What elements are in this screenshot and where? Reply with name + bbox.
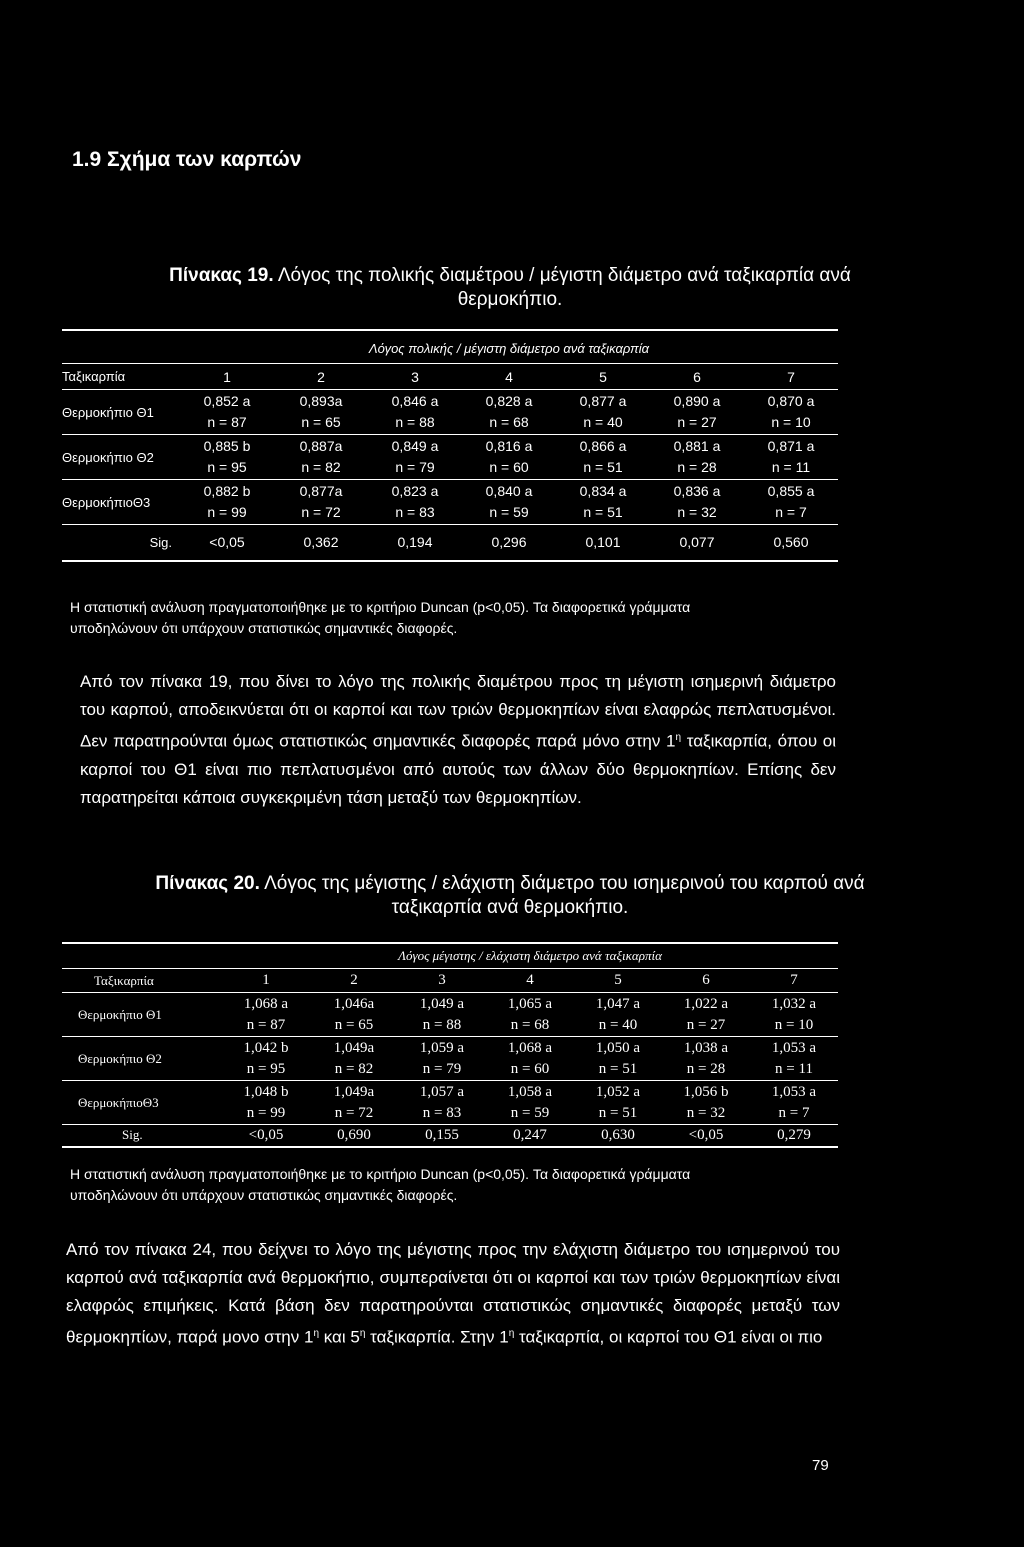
table-cell-n: n = 82 (334, 1060, 374, 1077)
table20-col-header: 4 (526, 972, 534, 988)
table-cell-n: n = 87 (246, 1016, 286, 1033)
table-cell-sig: <0,05 (209, 534, 245, 551)
table-cell-sig: 0,077 (679, 534, 715, 551)
table19-caption-text: Λόγος της πολικής διαμέτρου / μέγιστη διάμετρο ανά ταξικαρπία ανά (273, 265, 851, 286)
page-number: 79 (812, 1457, 829, 1474)
table-cell-value: 1,052 a (595, 1083, 641, 1100)
table-cell-sig: 0,279 (777, 1126, 811, 1143)
table-cell-sig: 0,690 (337, 1126, 371, 1143)
table19-col-header: 6 (693, 368, 701, 385)
table20-col-header: 1 (262, 972, 270, 988)
table-cell-n: n = 32 (677, 504, 717, 520)
table19-span-header: Λόγος πολικής / μέγιστη διάμετρο ανά ταξικαρπία (368, 340, 650, 356)
table-cell-n: n = 83 (395, 504, 435, 520)
table20-row-label: Θερμοκήπιο Θ2 (78, 1050, 162, 1066)
table20-row-label: ΘερμοκήπιοΘ3 (78, 1094, 159, 1110)
table-cell-value: 0,885 b (203, 438, 251, 454)
table20-col-header: 7 (790, 972, 798, 988)
table-cell-value: 0,893a (299, 393, 343, 409)
table-cell-value: 0,870 a (767, 393, 815, 409)
table-cell-n: n = 7 (775, 504, 807, 520)
table-cell-n: n = 82 (301, 459, 341, 475)
table20-row-label: Θερμοκήπιο Θ1 (78, 1006, 162, 1022)
table-cell-value: 1,065 a (507, 995, 553, 1012)
table19-caption (90, 264, 930, 312)
table-cell-value: 1,047 a (595, 995, 641, 1012)
table-cell-n: n = 27 (686, 1016, 726, 1033)
table-cell-sig: 0,560 (773, 534, 809, 551)
table-cell-sig: 0,101 (585, 534, 621, 551)
table-cell-value: 1,053 a (771, 1039, 817, 1056)
paragraph-2 (66, 1236, 840, 1352)
table-cell-n: n = 79 (422, 1060, 462, 1077)
paragraph-2-text-a: Από τον πίνακα 24, που δείχνει το λόγο της μέγιστης προς την ελάχιστη διάμετρο του ισημερινού του καρπού ανά ταξικαρπία ανά θερμοκήπιο, συμπεραίνεται ότι οι καρποί και των τριών θερμοκηπίων είναι ελαφρώς επιμήκεις. Κατά βάση δεν παρατηρούνται στατιστικώς σημαντικές διαφορές μεταξύ των θερμοκηπίων, παρά μονο στην 1 (66, 1240, 840, 1347)
table20-caption-label: Πίνακας 20. (155, 873, 260, 894)
table19-note-line2: υποδηλώνουν ότι υπάρχουν στατιστικώς σημαντικές διαφορές. (70, 620, 458, 636)
table-cell-value: 0,828 a (485, 393, 533, 409)
table19-caption-line2: θερμοκήπιο. (457, 289, 563, 310)
table-cell-value: 1,049a (333, 1083, 375, 1100)
table20-note-line2: υποδηλώνουν ότι υπάρχουν στατιστικώς σημαντικές διαφορές. (70, 1187, 458, 1203)
table-row (62, 993, 838, 1037)
table19-caption-label: Πίνακας 19. (169, 265, 274, 286)
table-cell-n: n = 72 (301, 504, 341, 520)
table-cell-sig: 0,194 (397, 534, 433, 551)
table20-caption (90, 872, 930, 920)
table19-col-header: 4 (505, 368, 513, 385)
table20-col-header: 2 (350, 972, 358, 988)
table-cell-n: n = 27 (677, 414, 717, 430)
table-cell-value: 1,032 a (771, 995, 817, 1012)
table20-col-header: 6 (702, 972, 710, 988)
table-cell-value: 0,877 a (579, 393, 627, 409)
table19-col-header: 3 (411, 368, 419, 385)
table-row (62, 1081, 838, 1125)
table-cell-value: 1,038 a (683, 1039, 729, 1056)
table-cell-value: 0,849 a (391, 438, 439, 454)
table-cell-value: 0,823 a (391, 483, 439, 499)
paragraph-1-sup: η (675, 732, 682, 743)
table-row (62, 390, 838, 435)
table-cell-value: 1,068 a (243, 995, 289, 1012)
table-cell-n: n = 83 (422, 1104, 462, 1121)
table-cell-n: n = 72 (334, 1104, 374, 1121)
table20-corner-label: Ταξικαρπία (94, 972, 154, 988)
table-cell-n: n = 99 (246, 1104, 286, 1121)
table19-row-label: ΘερμοκήπιοΘ3 (62, 494, 151, 510)
table-cell-n: n = 87 (207, 414, 247, 430)
table-cell-value: 0,836 a (673, 483, 721, 499)
table-cell-value: 1,053 a (771, 1083, 817, 1100)
table-cell-sig: 0,362 (303, 534, 339, 551)
section-title: 1.9 Σχήμα των καρπών (72, 148, 302, 171)
table19-note-line1: Η στατιστική ανάλυση πραγματοποιήθηκε με το κριτήριο Duncan (p<0,05). Τα διαφορετικά γράμματα (70, 599, 691, 615)
table-cell-value: 0,846 a (391, 393, 439, 409)
paragraph-2-sup: η (508, 1328, 515, 1339)
table20-note-line1: Η στατιστική ανάλυση πραγματοποιήθηκε με το κριτήριο Duncan (p<0,05). Τα διαφορετικά γράμματα (70, 1166, 691, 1182)
table-cell-value: 0,877a (299, 483, 343, 499)
table-cell-sig: 0,296 (491, 534, 527, 551)
table-cell-value: 0,855 a (767, 483, 815, 499)
table-cell-n: n = 60 (510, 1060, 550, 1077)
table-cell-n: n = 7 (778, 1104, 810, 1121)
table-cell-value: 1,022 a (683, 995, 729, 1012)
table-cell-n: n = 68 (510, 1016, 550, 1033)
table-cell-value: 0,834 a (579, 483, 627, 499)
table-cell-n: n = 99 (207, 504, 247, 520)
table-cell-sig: 0,247 (513, 1126, 547, 1143)
table-cell-value: 0,890 a (673, 393, 721, 409)
table19-top-rule (62, 329, 838, 331)
table-cell-value: 1,058 a (507, 1083, 553, 1100)
table20-col-header: 5 (614, 972, 622, 988)
table-cell-value: 0,871 a (767, 438, 815, 454)
table-cell-value: 1,049 a (419, 995, 465, 1012)
table-row (62, 435, 838, 480)
table19-col-header: 7 (787, 368, 795, 385)
paragraph-1-text-b: ταξικαρπία, όπου οι καρποί του Θ1 είναι πιο πεπλατυσμένοι από αυτούς των άλλων δύο θερμοκηπίων. Επίσης δεν παρατηρείται κάποια συγκεκριμένη τάση μεταξύ των θερμοκηπίων. (80, 731, 837, 807)
table-cell-n: n = 68 (489, 414, 529, 430)
table-cell-value: 1,068 a (507, 1039, 553, 1056)
table-cell-sig: <0,05 (248, 1126, 284, 1143)
table-cell-n: n = 59 (489, 504, 529, 520)
table-cell-n: n = 51 (598, 1060, 638, 1077)
table-cell-n: n = 51 (583, 504, 623, 520)
table19 (62, 333, 838, 562)
table-cell-n: n = 51 (598, 1104, 638, 1121)
table-cell-value: 0,840 a (485, 483, 533, 499)
table-cell-value: 1,057 a (419, 1083, 465, 1100)
table-cell-value: 1,056 b (683, 1083, 729, 1100)
table19-sig-row (62, 525, 838, 561)
table19-col-header: 2 (317, 368, 325, 385)
table20-col-header: 3 (438, 972, 446, 988)
table-cell-n: n = 40 (598, 1016, 638, 1033)
table-cell-value: 0,852 a (203, 393, 251, 409)
table-cell-n: n = 28 (677, 459, 717, 475)
table-cell-n: n = 88 (395, 414, 435, 430)
paragraph-2-sup: η (313, 1328, 320, 1339)
table20-caption-line2: ταξικαρπία ανά θερμοκήπιο. (391, 897, 629, 918)
table-cell-n: n = 32 (686, 1104, 726, 1121)
table19-corner-label: Ταξικαρπία (62, 369, 126, 384)
paragraph-1-text-a: Από τον πίνακα 19, που δίνει το λόγο της πολικής διαμέτρου προς τη μέγιστη ισημερινή διάμετρο του καρπού, αποδεικνύεται ότι οι καρποί και των τριών θερμοκηπίων είναι ελαφρώς πεπλατυσμένοι. Δεν παρατηρούνται όμως στατιστικώς σημαντικές διαφορές παρά μόνο στην 1 (80, 672, 836, 751)
table19-row-label: Θερμοκήπιο Θ2 (62, 449, 154, 465)
table-cell-n: n = 51 (583, 459, 623, 475)
table19-col-header: 5 (599, 368, 607, 385)
table-row (62, 480, 838, 525)
table19-note (70, 597, 950, 639)
table-cell-value: 0,882 b (203, 483, 251, 499)
table19-sig-label: Sig. (149, 534, 172, 550)
table20-sig-label: Sig. (122, 1127, 143, 1143)
table-cell-n: n = 10 (774, 1016, 814, 1033)
table-cell-n: n = 88 (422, 1016, 462, 1033)
table-cell-n: n = 11 (771, 459, 811, 475)
table-cell-n: n = 79 (395, 459, 435, 475)
table-cell-value: 0,816 a (485, 438, 533, 454)
table-cell-sig: 0,630 (601, 1126, 635, 1143)
table-cell-n: n = 65 (334, 1016, 374, 1033)
paragraph-2-text-b: και 5 (319, 1327, 360, 1347)
table-cell-n: n = 11 (775, 1060, 813, 1077)
table20-sig-row (62, 1125, 838, 1147)
table-cell-n: n = 65 (301, 414, 341, 430)
table-row (62, 1037, 838, 1081)
paragraph-2-text-c: ταξικαρπία. Στην 1 (365, 1327, 509, 1347)
table20-header-row (62, 969, 838, 993)
table-cell-value: 0,866 a (579, 438, 627, 454)
table-cell-sig: 0,155 (425, 1126, 459, 1143)
table-cell-n: n = 10 (771, 414, 811, 430)
table-cell-value: 0,887a (299, 438, 343, 454)
table20-span-header: Λόγος μέγιστης / ελάχιστη διάμετρο ανά ταξικαρπία (398, 948, 662, 963)
table20-caption-text: Λόγος της μέγιστης / ελάχιστη διάμετρο του ισημερινού του καρπού ανά (259, 873, 865, 894)
table-cell-value: 1,059 a (419, 1039, 465, 1056)
table-cell-value: 1,046a (333, 995, 375, 1012)
table19-col-header: 1 (223, 368, 231, 385)
table19-row-label: Θερμοκήπιο Θ1 (62, 404, 154, 420)
table-cell-n: n = 40 (583, 414, 623, 430)
table-cell-n: n = 95 (246, 1060, 286, 1077)
table-cell-n: n = 95 (207, 459, 247, 475)
table-cell-value: 1,050 a (595, 1039, 641, 1056)
table-cell-value: 1,049a (333, 1039, 375, 1056)
paragraph-2-sup: η (359, 1328, 366, 1339)
table20-note (70, 1164, 950, 1206)
table-cell-n: n = 59 (510, 1104, 550, 1121)
table-cell-value: 0,881 a (673, 438, 721, 454)
table-cell-n: n = 60 (489, 459, 529, 475)
table-cell-sig: <0,05 (688, 1126, 724, 1143)
table19-header-row (62, 364, 838, 390)
table20 (62, 944, 838, 1148)
table-cell-value: 1,042 b (243, 1039, 289, 1056)
table-cell-value: 1,048 b (243, 1083, 289, 1100)
table-cell-n: n = 28 (686, 1060, 726, 1077)
paragraph-2-text-d: ταξικαρπία, οι καρποί του Θ1 είναι οι πιο (514, 1327, 823, 1347)
paragraph-1 (80, 668, 836, 812)
